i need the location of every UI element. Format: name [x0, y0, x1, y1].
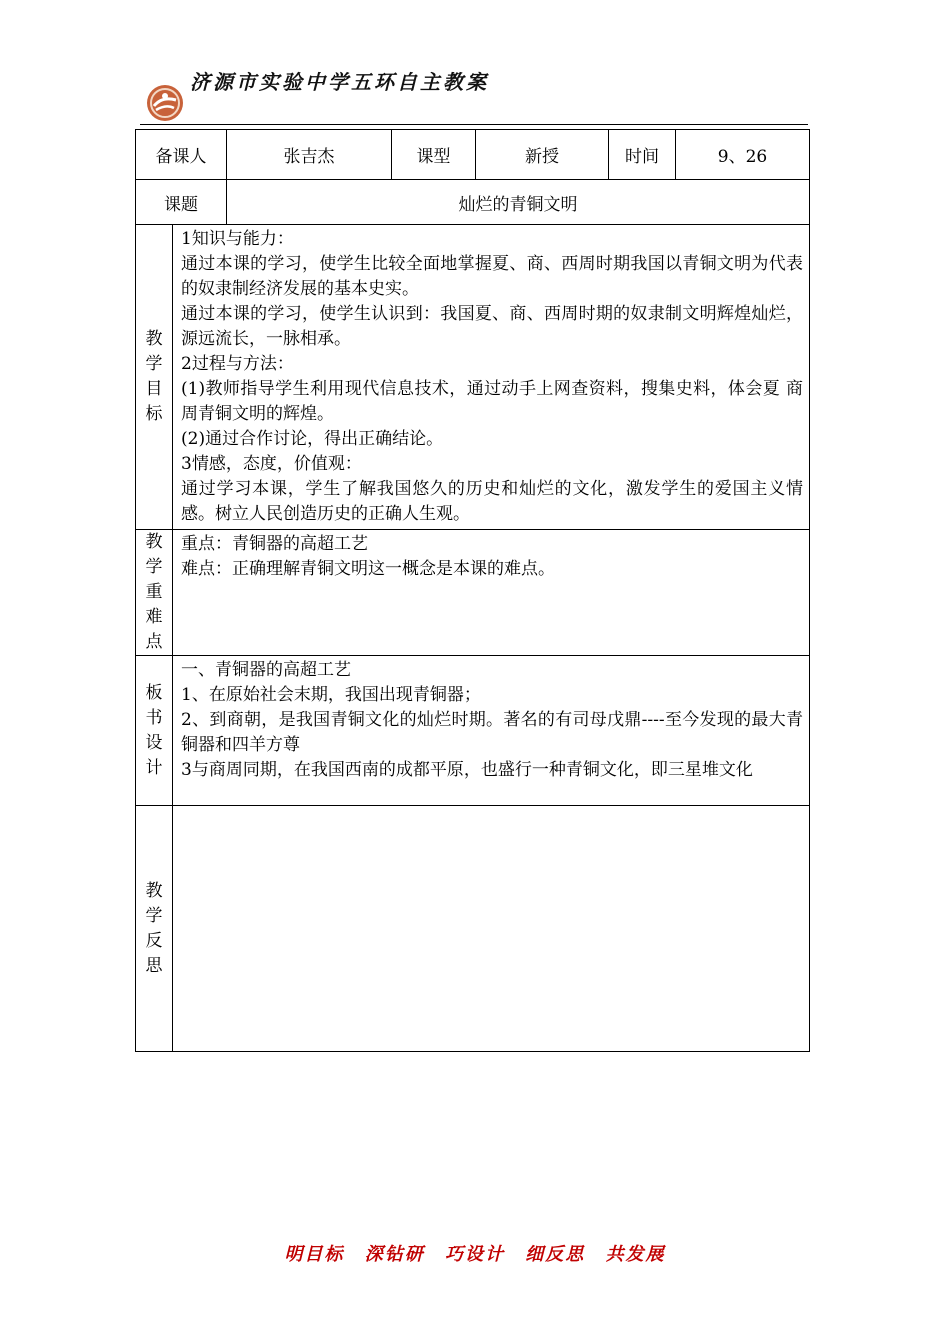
key-points-content [173, 530, 810, 656]
board-content [173, 656, 810, 806]
objective-line: 2过程与方法： [181, 354, 294, 374]
objective-line: (2)通过合作讨论，得出正确结论。 [181, 429, 444, 449]
lesson-plan-table [135, 129, 810, 1052]
board-line: 3与商周同期，在我国西南的成都平原，也盛行一种青铜文化，即三星堆文化 [181, 760, 753, 780]
topic-row [136, 180, 810, 225]
key-point-line: 重点：青铜器的高超工艺 [181, 534, 368, 554]
type-label: 课型 [392, 130, 476, 180]
header-rule [140, 124, 808, 125]
objective-line: 1知识与能力： [181, 229, 294, 249]
objectives-row [136, 225, 810, 530]
school-logo-icon [146, 84, 184, 122]
header-title: 济源市实验中学五环自主教案 [190, 70, 489, 94]
objectives-content [173, 225, 810, 530]
footer-item: 巧设计 [445, 1244, 505, 1265]
preparer-value: 张吉杰 [227, 130, 392, 180]
reflection-label: 教学反思 [136, 806, 173, 1052]
footer-item: 共发展 [605, 1244, 666, 1265]
board-line: 2、到商朝，是我国青铜文化的灿烂时期。著名的有司母戊鼎----至今发现的最大青铜器和四羊方尊 [181, 710, 803, 755]
reflection-content [173, 806, 810, 1052]
preparer-label: 备课人 [136, 130, 227, 180]
key-points-label: 教学重难点 [136, 530, 173, 656]
objective-line: 通过本课的学习，使学生比较全面地掌握夏、商、西周时期我国以青铜文明为代表的奴隶制经济发展的基本史实。 [181, 254, 803, 299]
type-value: 新授 [476, 130, 609, 180]
key-points-row [136, 530, 810, 656]
objective-line: 3情感，态度，价值观： [181, 454, 362, 474]
footer-item: 深钻研 [364, 1244, 425, 1265]
board-label: 板书设计 [136, 656, 173, 806]
board-line: 1、在原始社会末期，我国出现青铜器； [181, 685, 481, 705]
time-label: 时间 [609, 130, 676, 180]
board-line: 一、青铜器的高超工艺 [181, 660, 351, 680]
key-point-line: 难点：正确理解青铜文明这一概念是本课的难点。 [181, 559, 555, 579]
objective-line: (1)教师指导学生利用现代信息技术，通过动手上网查资料，搜集史料，体会夏 商周青铜文明的辉煌。 [181, 379, 803, 424]
board-row [136, 656, 810, 806]
objective-line: 通过学习本课，学生了解我国悠久的历史和灿烂的文化，激发学生的爱国主义情感。树立人民创造历史的正确人生观。 [181, 479, 803, 524]
objective-line: 通过本课的学习，使学生认识到：我国夏、商、西周时期的奴隶制文明辉煌灿烂，源远流长，一脉相承。 [181, 304, 803, 349]
topic-value: 灿烂的青铜文明 [227, 180, 810, 225]
topic-label: 课题 [136, 180, 227, 225]
footer-item: 细反思 [525, 1244, 586, 1265]
footer-item: 明目标 [284, 1244, 345, 1265]
objectives-label: 教学目标 [136, 225, 173, 530]
footer-motto [0, 1240, 950, 1266]
reflection-row [136, 806, 810, 1052]
info-row [136, 130, 810, 180]
time-value: 9、26 [676, 130, 810, 180]
